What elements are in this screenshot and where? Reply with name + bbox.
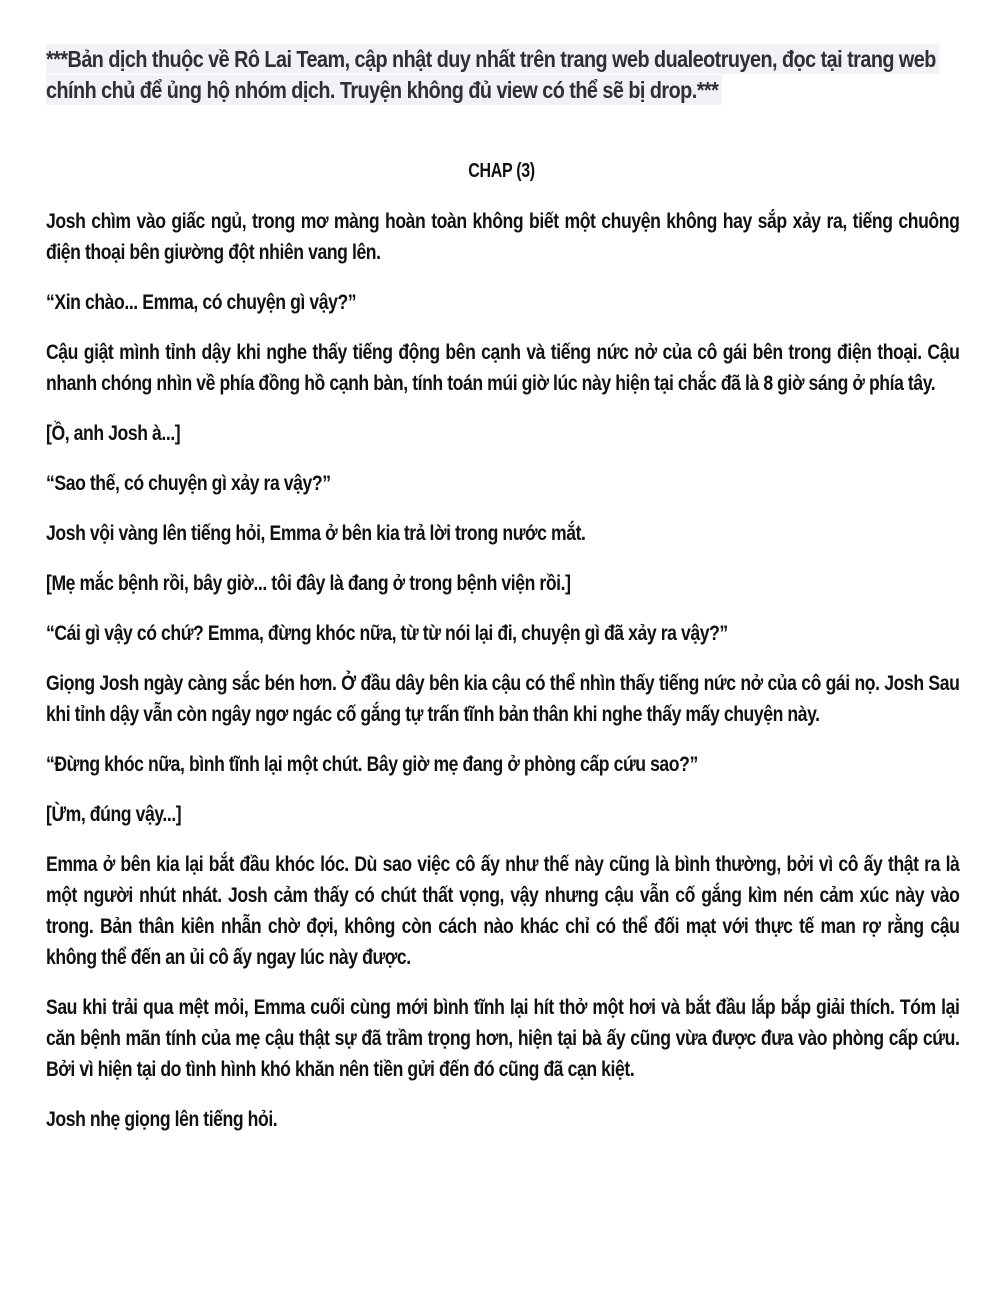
chapter-title	[46, 160, 958, 183]
paragraph: Josh vội vàng lên tiếng hỏi, Emma ở bên kia trả lời trong nước mắt.	[46, 522, 586, 545]
paragraph: Giọng Josh ngày càng sắc bén hơn. Ở đầu dây bên kia cậu có thể nhìn thấy tiếng nức nở của cô gái nọ. Josh Sau khi tỉnh dậy vẫn còn ngây ngơ ngác cố gắng tự trấn tĩnh bản thân khi nghe thấy mấy chuyện này.	[46, 672, 960, 726]
document-page	[46, 44, 960, 1131]
paragraph: Cậu giật mình tỉnh dậy khi nghe thấy tiếng động bên cạnh và tiếng nức nở của cô gái bên trong điện thoại. Cậu nhanh chóng nhìn về phía đồng hồ cạnh bàn, tính toán múi giờ lúc này hiện tại chắc đã là 8 giờ sáng ở phía tây.	[46, 341, 960, 395]
paragraph: Josh chìm vào giấc ngủ, trong mơ màng hoàn toàn không biết một chuyện không hay sắp xảy ra, tiếng chuông điện thoại bên giường đột nhiên vang lên.	[46, 210, 960, 264]
paragraph-dialogue: [Ừm, đúng vậy...]	[46, 803, 182, 826]
paragraph-dialogue: “Cái gì vậy có chứ? Emma, đừng khóc nữa, từ từ nói lại đi, chuyện gì đã xảy ra vậy?”	[46, 622, 728, 645]
story-body	[46, 206, 959, 1154]
paragraph-dialogue: “Sao thế, có chuyện gì xảy ra vậy?”	[46, 472, 331, 495]
paragraph-dialogue: “Xin chào... Emma, có chuyện gì vậy?”	[46, 291, 357, 314]
paragraph: Emma ở bên kia lại bắt đầu khóc lóc. Dù sao việc cô ấy như thế này cũng là bình thường, bởi vì cô ấy thật ra là một người nhút nhát. Josh cảm thấy có chút thất vọng, vậy nhưng cậu vẫn cố gắng kìm nén cảm xúc này vào trong. Bản thân kiên nhẫn chờ đợi, không còn cách nào khác chỉ có thể đối mạt với thực tế man rợ rằng cậu không thể đến an ủi cô ấy ngay lúc này được.	[46, 853, 960, 969]
paragraph-dialogue: [Mẹ mắc bệnh rồi, bây giờ... tôi đây là đang ở trong bệnh viện rồi.]	[46, 572, 571, 595]
paragraph-dialogue: [Ồ, anh Josh à...]	[46, 422, 181, 445]
translation-notice	[46, 44, 958, 106]
paragraph-dialogue: “Đừng khóc nữa, bình tĩnh lại một chút. Bây giờ mẹ đang ở phòng cấp cứu sao?”	[46, 753, 698, 776]
translation-notice-text: ***Bản dịch thuộc về Rô Lai Team, cập nhật duy nhất trên trang web dualeotruyen, đọc tại trang web chính chủ để ủng hộ nhóm dịch. Truyện không đủ view có thể sẽ bị drop.***	[46, 44, 939, 105]
paragraph: Josh nhẹ giọng lên tiếng hỏi.	[46, 1108, 278, 1131]
chapter-title-text: CHAP (3)	[468, 160, 536, 182]
paragraph: Sau khi trải qua mệt mỏi, Emma cuối cùng mới bình tĩnh lại hít thở một hơi và bắt đầu lắp bắp giải thích. Tóm lại căn bệnh mãn tính của mẹ cậu thật sự đã trầm trọng hơn, hiện tại bà ấy cũng vừa được đưa vào phòng cấp cứu. Bởi vì hiện tại do tình hình khó khăn nên tiền gửi đến đó cũng đã cạn kiệt.	[46, 996, 960, 1081]
